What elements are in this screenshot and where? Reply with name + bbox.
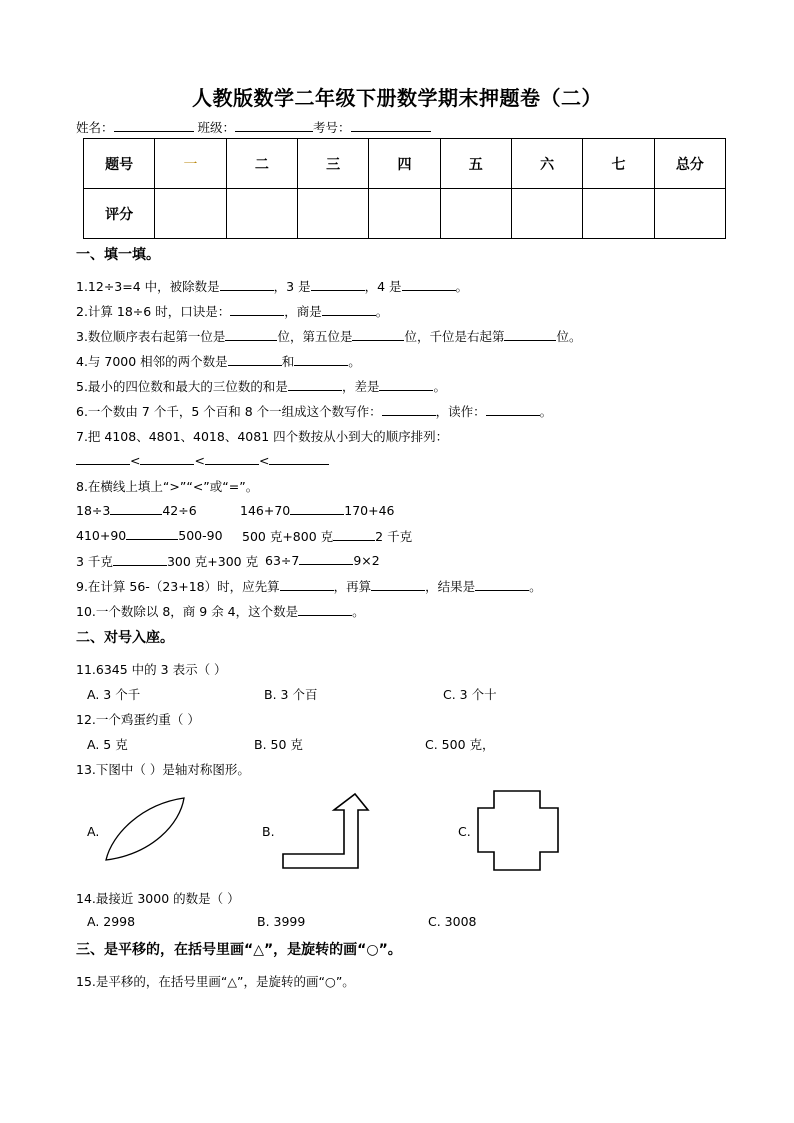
name-label: 姓名： (76, 120, 114, 135)
compare-right: 170+46 (344, 503, 395, 518)
q9-text: ，再算 (333, 579, 372, 594)
q2-text: ，商是 (284, 304, 322, 319)
question-12: 12.一个鸡蛋约重（ ） (76, 712, 200, 727)
question-7-answer-line (76, 452, 329, 468)
less-than-sign: < (194, 453, 205, 468)
score-cell[interactable] (511, 189, 582, 239)
compare-item (76, 527, 223, 543)
compare-blank[interactable] (126, 527, 178, 540)
compare-left: 63÷7 (265, 553, 300, 568)
section1-heading: 一、填一填。 (76, 247, 160, 263)
page-title: 人教版数学二年级下册数学期末押题卷（二） (192, 86, 602, 110)
option-a[interactable]: A. 5 克 (87, 737, 128, 752)
q1-text: 1.12÷3=4 中，被除数是 (76, 279, 220, 294)
option-c[interactable]: C. 3008 (428, 914, 477, 929)
q6-text: 。 (539, 404, 553, 419)
score-cell[interactable] (369, 189, 440, 239)
score-header-cell: 三 (297, 139, 368, 189)
answer-blank[interactable] (382, 403, 436, 416)
option-c[interactable]: C. 500 克， (425, 737, 495, 752)
question-15: 15.是平移的，在括号里画“△”，是旋转的画“○”。 (76, 974, 355, 989)
q9-text: 。 (529, 579, 542, 594)
answer-blank[interactable] (311, 278, 365, 291)
q4-text: 和 (281, 354, 295, 369)
q1-text: ，3 是 (273, 279, 311, 294)
compare-left: 18÷3 (76, 503, 111, 518)
q10-text: 。 (352, 604, 365, 619)
option-b[interactable]: B. (262, 824, 275, 839)
q2-text: 2.计算 18÷6 时，口诀是： (76, 304, 231, 319)
q4-text: 4.与 7000 相邻的两个数是 (76, 354, 228, 369)
compare-blank[interactable] (299, 552, 353, 565)
exam-number-blank[interactable] (351, 119, 431, 132)
score-cell[interactable] (297, 189, 368, 239)
score-header-cell: 七 (583, 139, 654, 189)
q5-text: 5.最小的四位数和最大的三位数的和是 (76, 379, 288, 394)
answer-blank[interactable] (269, 452, 329, 465)
score-row-label: 评分 (84, 189, 155, 239)
answer-blank[interactable] (280, 578, 334, 591)
leaf-shape-figure (102, 794, 188, 864)
answer-blank[interactable] (352, 328, 404, 341)
option-b[interactable]: B. 3999 (257, 914, 306, 929)
less-than-sign: < (258, 453, 270, 468)
score-table-header-row (84, 139, 726, 189)
option-a[interactable]: A. (87, 824, 100, 839)
compare-item (76, 502, 197, 518)
compare-left: 3 千克 (76, 554, 113, 569)
class-label: 班级： (197, 120, 236, 135)
q1-text: 。 (455, 279, 469, 294)
q2-text: 。 (375, 304, 389, 319)
q3-text: 位。 (556, 329, 582, 344)
compare-right: 500-90 (178, 528, 223, 543)
compare-blank[interactable] (290, 502, 344, 515)
compare-right: 2 千克 (375, 529, 413, 544)
answer-blank[interactable] (205, 452, 259, 465)
score-cell[interactable] (654, 189, 725, 239)
q5-text: ，差是 (341, 379, 380, 394)
answer-blank[interactable] (486, 403, 540, 416)
option-c[interactable]: C. (458, 824, 471, 839)
answer-blank[interactable] (475, 578, 529, 591)
compare-blank[interactable] (333, 528, 375, 541)
compare-right: 300 克+300 克 (166, 554, 259, 569)
less-than-sign: < (130, 453, 141, 468)
compare-item (242, 527, 412, 545)
answer-blank[interactable] (294, 353, 348, 366)
score-header-cell (155, 139, 226, 189)
class-blank[interactable] (235, 119, 313, 132)
q3-text: 位，千位是右起第 (404, 329, 505, 344)
answer-blank[interactable] (220, 278, 274, 291)
compare-item (240, 502, 395, 518)
compare-left: 410+90 (76, 528, 127, 543)
q9-text: 9.在计算 56-（23+18）时，应先算 (76, 579, 280, 594)
score-cell[interactable] (440, 189, 511, 239)
cross-shape-figure (474, 788, 562, 874)
answer-blank[interactable] (76, 452, 130, 465)
question-11: 11.6345 中的 3 表示（ ） (76, 662, 227, 677)
score-table-score-row (84, 189, 726, 239)
student-info-line (76, 118, 431, 136)
option-a[interactable]: A. 2998 (87, 914, 136, 929)
question-9 (76, 577, 542, 595)
option-b[interactable]: B. 3 个百 (264, 687, 318, 702)
compare-left: 500 克+800 克 (242, 529, 334, 544)
answer-blank[interactable] (402, 278, 456, 291)
q3-text: 位，第五位是 (277, 329, 353, 344)
q4-text: 。 (348, 354, 361, 369)
question-13: 13.下图中（ ）是轴对称图形。 (76, 762, 250, 777)
question-2 (76, 302, 388, 320)
name-blank[interactable] (114, 119, 194, 132)
option-a[interactable]: A. 3 个千 (87, 687, 141, 702)
score-header-cell: 二 (226, 139, 297, 189)
answer-blank[interactable] (225, 328, 277, 341)
answer-blank[interactable] (288, 378, 342, 391)
q6-text: ，读作： (435, 404, 486, 419)
compare-item (265, 552, 380, 568)
score-header-cell: 六 (511, 139, 582, 189)
compare-blank[interactable] (113, 553, 167, 566)
question-8: 8.在横线上填上“>”“<”或“=”。 (76, 479, 259, 494)
score-header-text: 一 (183, 156, 198, 173)
score-cell[interactable] (226, 189, 297, 239)
q3-text: 3.数位顺序表右起第一位是 (76, 329, 226, 344)
answer-blank[interactable] (371, 578, 425, 591)
score-cell[interactable] (155, 189, 226, 239)
question-14: 14.最接近 3000 的数是（ ） (76, 891, 240, 906)
q5-text: 。 (433, 379, 446, 394)
compare-right: 42÷6 (162, 503, 197, 518)
score-cell[interactable] (583, 189, 654, 239)
question-6 (76, 402, 552, 420)
answer-blank[interactable] (504, 328, 556, 341)
q6-text: 6.一个数由 7 个千，5 个百和 8 个一组成这个数写作： (76, 404, 382, 419)
section3-heading: 三、是平移的，在括号里画“△”，是旋转的画“○”。 (76, 942, 402, 958)
q9-text: ，结果是 (425, 579, 476, 594)
question-3 (76, 327, 581, 345)
question-4 (76, 352, 361, 370)
score-header-cell: 四 (369, 139, 440, 189)
answer-blank[interactable] (322, 303, 376, 316)
question-1 (76, 277, 468, 295)
q10-text: 10.一个数除以 8，商 9 余 4，这个数是 (76, 604, 299, 619)
compare-right: 9×2 (353, 553, 380, 568)
answer-blank[interactable] (140, 452, 194, 465)
section2-heading: 二、对号入座。 (76, 630, 174, 646)
question-7: 7.把 4108、4801、4018、4081 四个数按从小到大的顺序排列： (76, 429, 449, 444)
answer-blank[interactable] (379, 378, 433, 391)
option-c[interactable]: C. 3 个十 (443, 687, 497, 702)
score-header-cell: 五 (440, 139, 511, 189)
compare-blank[interactable] (110, 502, 162, 515)
question-10 (76, 602, 365, 620)
score-header-cell: 总分 (654, 139, 725, 189)
answer-blank[interactable] (228, 353, 282, 366)
answer-blank[interactable] (230, 303, 284, 316)
option-b[interactable]: B. 50 克 (254, 737, 303, 752)
score-header-cell: 题号 (84, 139, 155, 189)
q1-text: ，4 是 (364, 279, 402, 294)
compare-left: 146+70 (240, 503, 291, 518)
answer-blank[interactable] (298, 603, 352, 616)
score-table (83, 138, 726, 239)
compare-item (76, 552, 258, 570)
question-5 (76, 377, 446, 395)
arrow-shape-figure (280, 792, 372, 872)
exam-number-label: 考号： (313, 120, 351, 135)
